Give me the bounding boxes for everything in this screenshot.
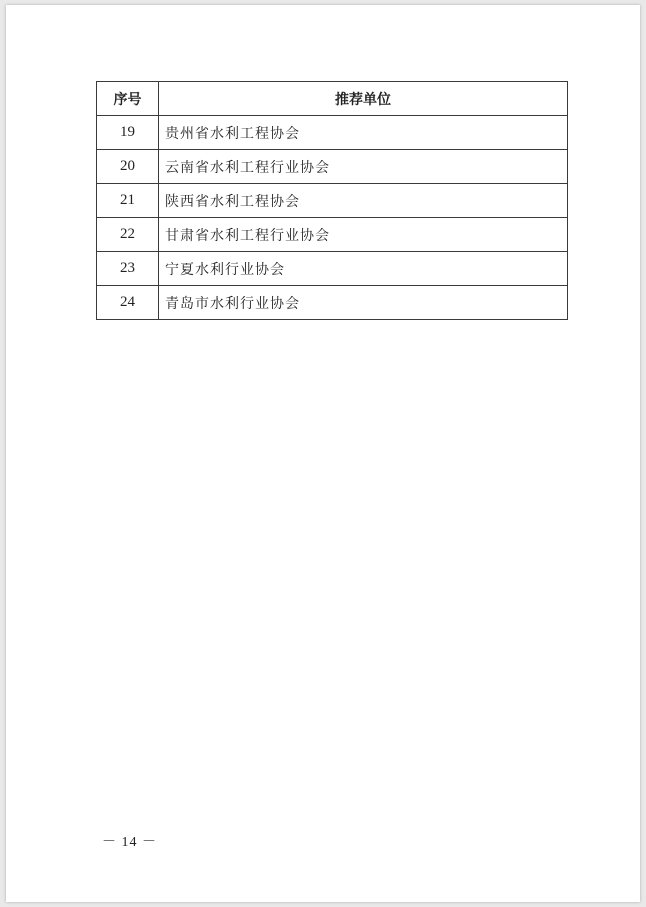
row-index: 22 (97, 218, 159, 252)
row-unit: 贵州省水利工程协会 (159, 116, 568, 150)
header-unit: 推荐单位 (159, 82, 568, 116)
row-index: 21 (97, 184, 159, 218)
table-row (97, 116, 568, 150)
table-row (97, 184, 568, 218)
row-unit: 青岛市水利行业协会 (159, 286, 568, 320)
row-index: 20 (97, 150, 159, 184)
row-index: 19 (97, 116, 159, 150)
document-page (6, 5, 640, 902)
row-index: 23 (97, 252, 159, 286)
table-row (97, 150, 568, 184)
header-index: 序号 (97, 82, 159, 116)
row-unit: 甘肃省水利工程行业协会 (159, 218, 568, 252)
table-row (97, 252, 568, 286)
table-row (97, 218, 568, 252)
page-number: － 14 － (102, 835, 157, 850)
table-row (97, 286, 568, 320)
recommendation-table (96, 81, 568, 320)
row-index: 24 (97, 286, 159, 320)
table-header-row (97, 82, 568, 116)
row-unit: 宁夏水利行业协会 (159, 252, 568, 286)
row-unit: 陕西省水利工程协会 (159, 184, 568, 218)
row-unit: 云南省水利工程行业协会 (159, 150, 568, 184)
